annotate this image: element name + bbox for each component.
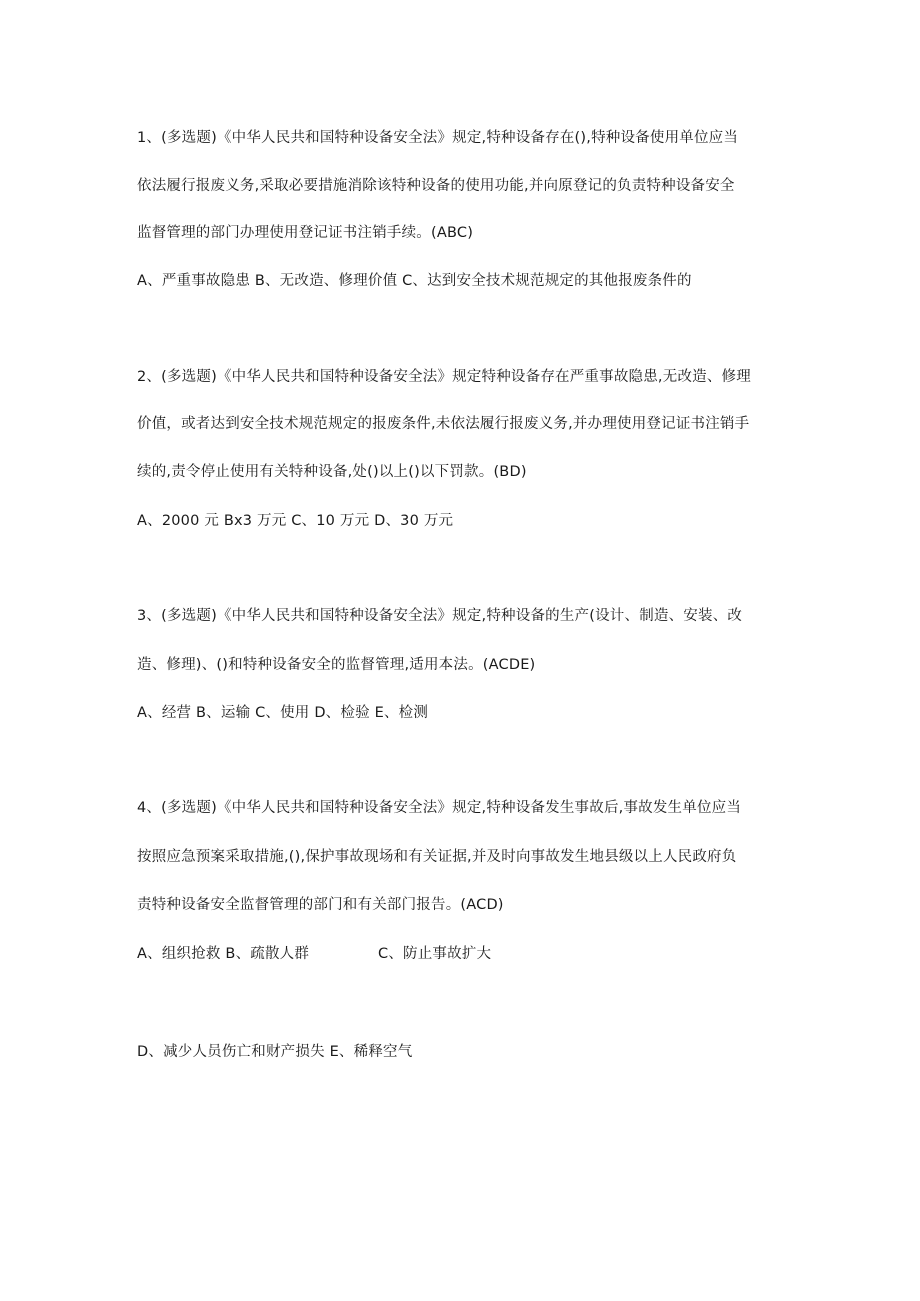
- question-3-line-2: 造、修理)、()和特种设备安全的监督管理,适用本法。(ACDE): [137, 657, 536, 673]
- question-3-options: A、经营 B、运输 C、使用 D、检验 E、检测: [137, 705, 429, 721]
- question-3-line-1: 3、(多选题)《中华人民共和国特种设备安全法》规定,特种设备的生产(设计、制造、安装、改: [137, 608, 743, 624]
- question-2-line-1: 2、(多选题)《中华人民共和国特种设备安全法》规定特种设备存在严重事故隐患,无改造、修理: [137, 369, 751, 385]
- question-1-options: A、严重事故隐患 B、无改造、修理价值 C、达到安全技术规范规定的其他报废条件的: [137, 273, 692, 289]
- question-4-line-3: 责特种设备安全监督管理的部门和有关部门报告。(ACD): [137, 897, 504, 913]
- question-2-options: A、2000 元 Bx3 万元 C、10 万元 D、30 万元: [137, 513, 454, 529]
- question-4-options-row: [137, 944, 787, 964]
- question-2-line-2: 价值，或者达到安全技术规范规定的报废条件,未依法履行报废义务,并办理使用登记证书注销手: [137, 416, 750, 432]
- question-2-line-3: 续的,责令停止使用有关特种设备,处()以上()以下罚款。(BD): [137, 464, 527, 480]
- question-1-line-1: 1、(多选题)《中华人民共和国特种设备安全法》规定,特种设备存在(),特种设备使用单位应当: [137, 130, 739, 146]
- question-4-line-2: 按照应急预案采取措施,(),保护事故现场和有关证据,并及时向事故发生地县级以上人民政府负: [137, 849, 737, 865]
- question-4-line-1: 4、(多选题)《中华人民共和国特种设备安全法》规定,特种设备发生事故后,事故发生单位应当: [137, 800, 742, 816]
- question-4-options-de: D、减少人员伤亡和财产损失 E、稀释空气: [137, 1044, 413, 1060]
- question-4-option-c: C、防止事故扩大: [378, 946, 492, 962]
- question-4-options-ab: A、组织抢救 B、疏散人群: [137, 946, 310, 962]
- question-1-line-2: 依法履行报废义务,采取必要措施消除该特种设备的使用功能,并向原登记的负责特种设备安全: [137, 178, 735, 194]
- question-1-line-3: 监督管理的部门办理使用登记证书注销手续。(ABC): [137, 225, 474, 241]
